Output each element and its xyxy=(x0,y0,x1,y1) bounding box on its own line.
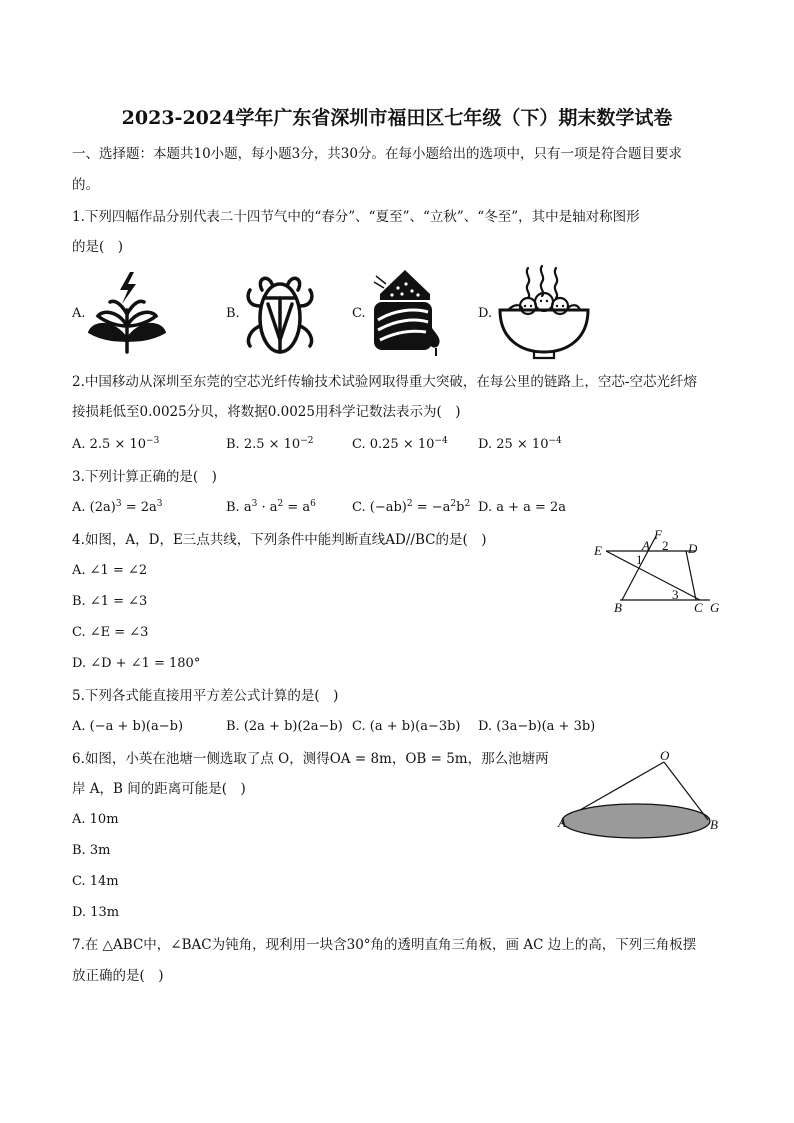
q4-stem: 4.如图，A，D，E三点共线，下列条件中能判断直线AD//BC的是( ) xyxy=(72,532,487,548)
q1-stem-line1: 1.下列四幅作品分别代表二十四节气中的“春分”、“夏至”、“立秋”、“冬至”，其中是轴对称图形 xyxy=(72,209,640,225)
q4-option-c: C. ∠E = ∠3 xyxy=(72,625,149,640)
q4-option-a: A. ∠1 = ∠2 xyxy=(72,563,148,578)
q5-option-d: D. (3a−b)(a + 3b) xyxy=(478,719,596,734)
q3-option-d: D. a + a = 2a xyxy=(478,500,567,515)
q7-stem-line2: 放正确的是( ) xyxy=(72,968,164,984)
summer-solstice-cicada-image xyxy=(242,270,318,358)
spring-equinox-sprout-image xyxy=(86,270,168,354)
q4-label-b: B xyxy=(614,600,622,615)
q6-label-o: O xyxy=(660,748,670,763)
q4-label-e: E xyxy=(594,543,602,558)
q6-label-a: A xyxy=(558,815,566,830)
q4-option-d: D. ∠D + ∠1 = 180° xyxy=(72,656,201,671)
q7-stem-line1: 7.在 △ABC中，∠BAC为钝角，现利用一块含30°角的透明直角三角板，画 AC 边上的高，下列三角板摆 xyxy=(72,937,697,953)
q1-option-b-label: B. xyxy=(226,306,240,321)
q3-option-b: B. $a^3 \cdot a^2 = a^6$ xyxy=(226,499,316,515)
page-title: 2023-2024学年广东省深圳市福田区七年级（下）期末数学试卷 xyxy=(121,107,673,129)
q6-option-b: B. 3m xyxy=(72,843,111,858)
q1-option-a-label: A. xyxy=(72,306,86,321)
q1-stem-line2: 的是( ) xyxy=(72,239,124,255)
q4-label-d: D xyxy=(688,541,698,556)
q6-label-b: B xyxy=(710,817,718,832)
q6-stem-line2: 岸 A，B 间的距离可能是( ) xyxy=(72,781,246,797)
q4-label-a: A xyxy=(642,538,650,553)
q2-stem-line1: 2.中国移动从深圳至东莞的空芯光纤传输技术试验网取得重大突破，在每公里的链路上，空芯-空芯光纤熔 xyxy=(72,374,697,390)
q3-option-a: A. $(2a)^3 = 2a^3$ xyxy=(72,499,163,515)
q4-label-angle-1: 1 xyxy=(636,552,643,567)
q4-option-b: B. ∠1 = ∠3 xyxy=(72,594,148,609)
q1-option-c-label: C. xyxy=(352,306,366,321)
q4-label-angle-2: 2 xyxy=(662,538,669,553)
q3-option-c: C. $(-ab)^2 = -a^2b^2$ xyxy=(352,499,471,515)
q3-stem: 3.下列计算正确的是( ) xyxy=(72,469,217,485)
q2-option-c: C. $0.25 \times 10^{-4}$ xyxy=(352,436,448,452)
q2-option-a: A. $2.5 \times 10^{-3}$ xyxy=(72,436,160,452)
q6-pond-figure xyxy=(556,748,726,838)
q6-option-a: A. 10m xyxy=(72,812,119,827)
autumn-begins-house-image xyxy=(366,266,444,358)
q5-stem: 5.下列各式能直接用平方差公式计算的是( ) xyxy=(72,688,339,704)
q2-option-d: D. $25 \times 10^{-4}$ xyxy=(478,436,562,452)
q6-option-d: D. 13m xyxy=(72,905,120,920)
q4-label-f: F xyxy=(654,527,662,542)
q4-geometry-figure xyxy=(590,528,730,618)
section-heading-line1: 一、选择题：本题共10小题，每小题3分，共30分。在每小题给出的选项中，只有一项是符合题目要求 xyxy=(72,146,682,162)
section-heading-line2: 的。 xyxy=(72,177,99,193)
q1-option-d-label: D. xyxy=(478,306,493,321)
q4-label-g: G xyxy=(710,600,720,615)
q4-label-c: C xyxy=(694,600,703,615)
q6-stem-line1: 6.如图，小英在池塘一侧选取了点 O，测得OA = 8m，OB = 5m，那么池塘两 xyxy=(72,751,549,767)
q5-option-a: A. (−a + b)(a−b) xyxy=(72,719,184,734)
q4-label-angle-3: 3 xyxy=(672,587,679,602)
pond-shape xyxy=(562,804,710,838)
q6-option-c: C. 14m xyxy=(72,874,119,889)
q5-option-c: C. (a + b)(a−3b) xyxy=(352,719,461,734)
winter-solstice-bowl-image xyxy=(494,264,594,360)
q5-option-b: B. (2a + b)(2a−b) xyxy=(226,719,343,734)
q2-option-b: B. $2.5 \times 10^{-2}$ xyxy=(226,436,314,452)
q2-stem-line2: 接损耗低至0.0025分贝，将数据0.0025用科学记数法表示为( ) xyxy=(72,404,461,420)
